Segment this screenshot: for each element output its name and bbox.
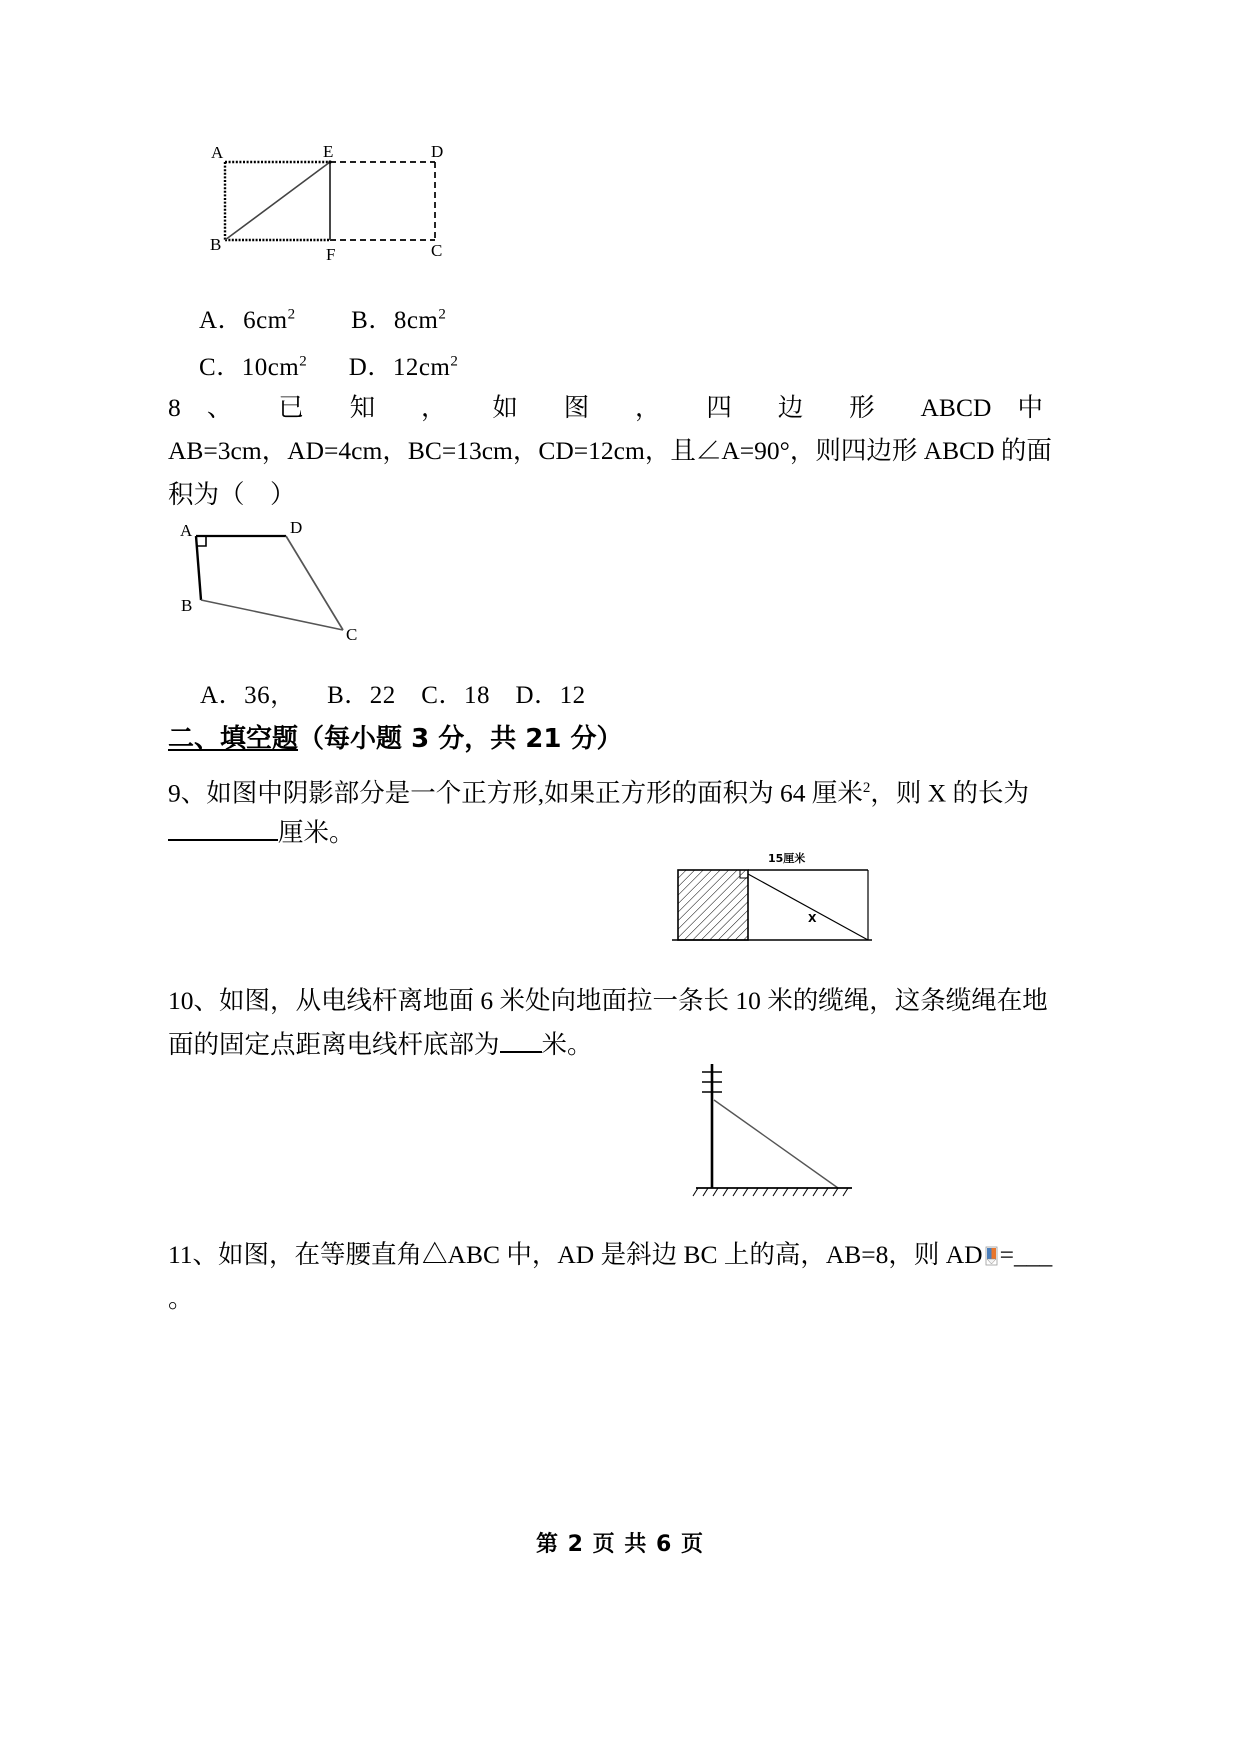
q10-line-1: 10、如图，从电线杆离地面 6 米处向地面拉一条长 10 米的缆绳，这条缆绳在地: [168, 986, 1048, 1015]
q8-line-2: AB=3cm，AD=4cm，BC=13cm，CD=12cm，且∠A=90°，则四边形 ABCD 的面: [168, 436, 1052, 465]
q7-label-E: E: [323, 142, 334, 161]
page-footer-prefix: 第: [535, 1532, 559, 1557]
q7-label-A: A: [211, 143, 224, 162]
q8-line-3: 积为（ ）: [168, 480, 296, 509]
q7-option-C[interactable]: C．$10cm^2$: [199, 353, 308, 381]
page-footer: [0, 1527, 1240, 1558]
q10-line-2-text-a: 面的固定点距离电线杆底部为: [168, 1030, 500, 1059]
q11-line-1: [168, 1232, 1068, 1278]
q9-figure-svg: [672, 850, 882, 950]
q9-line-1-sup: 2: [862, 780, 871, 796]
page-number-total: 6: [656, 1532, 673, 1557]
q7-label-B: B: [210, 235, 222, 254]
q9-line-2-tail: 厘米。: [278, 818, 355, 847]
q8-option-A[interactable]: A．36，: [200, 682, 296, 709]
q10-figure-svg: [690, 1060, 865, 1200]
q7-option-D[interactable]: D．$12cm^2$: [348, 353, 459, 381]
q7-options-row-2: [199, 347, 458, 383]
q7-label-F: F: [326, 245, 336, 264]
q8-option-D[interactable]: D．12: [515, 682, 586, 709]
q11-line-1-text-a: 11、如图，在等腰直角△ABC 中，AD 是斜边 BC 上的高，AB=8，则 AD: [168, 1240, 983, 1269]
page-number-current: 2: [567, 1532, 584, 1557]
q9-label-X: X: [808, 912, 817, 925]
pencil-icon: [983, 1246, 1000, 1266]
q9-line-1: [168, 765, 1068, 817]
q7-label-C: C: [431, 241, 443, 260]
q8-label-B: B: [181, 596, 193, 615]
q10-figure: [690, 1060, 865, 1200]
q8-label-D: D: [290, 518, 303, 537]
q8-figure-svg: [168, 518, 398, 653]
q8-label-A: A: [180, 521, 193, 540]
q8-label-C: C: [346, 625, 358, 644]
page-footer-mid: 页 共: [592, 1532, 648, 1557]
section-2-title: 二、填空题: [168, 724, 299, 754]
q9-label-15cm: 15厘米: [768, 852, 806, 865]
q9-line-2: [168, 810, 668, 856]
q7-figure: [195, 140, 465, 265]
q9-answer-blank[interactable]: [168, 815, 278, 841]
q7-option-B[interactable]: B．$8cm^2$: [351, 306, 447, 334]
section-2-heading: [168, 718, 623, 755]
q8-line-1: 8 、 已 知 ， 如 图 ， 四 边 形 ABCD 中: [168, 393, 1043, 422]
q9-line-1-text-a: 9、如图中阴影部分是一个正方形,如果正方形的面积为 64 厘米: [168, 778, 863, 808]
q9-line-1-text-b: ，则 X 的长为: [870, 778, 1030, 808]
q7-option-A[interactable]: A．$6cm^2$: [199, 306, 296, 334]
q7-options-row-1: [199, 300, 446, 336]
q8-options-row: [200, 675, 586, 711]
q7-figure-svg: [195, 140, 465, 265]
q7-label-D: D: [431, 142, 444, 161]
q10-answer-blank[interactable]: [500, 1027, 542, 1053]
page-footer-suffix: 页: [680, 1532, 704, 1557]
q10-line-2-text-b: 米。: [541, 1030, 593, 1059]
q8-option-B[interactable]: B．22: [327, 682, 396, 709]
q9-figure: [672, 850, 882, 950]
q11-line-2: 。: [168, 1284, 194, 1313]
q8-option-C[interactable]: C．18: [421, 682, 490, 709]
q11-line-1-text-b: =___: [999, 1240, 1053, 1269]
q8-figure: [168, 518, 398, 653]
section-2-scoring: （每小题 3 分，共 21 分）: [298, 724, 623, 754]
